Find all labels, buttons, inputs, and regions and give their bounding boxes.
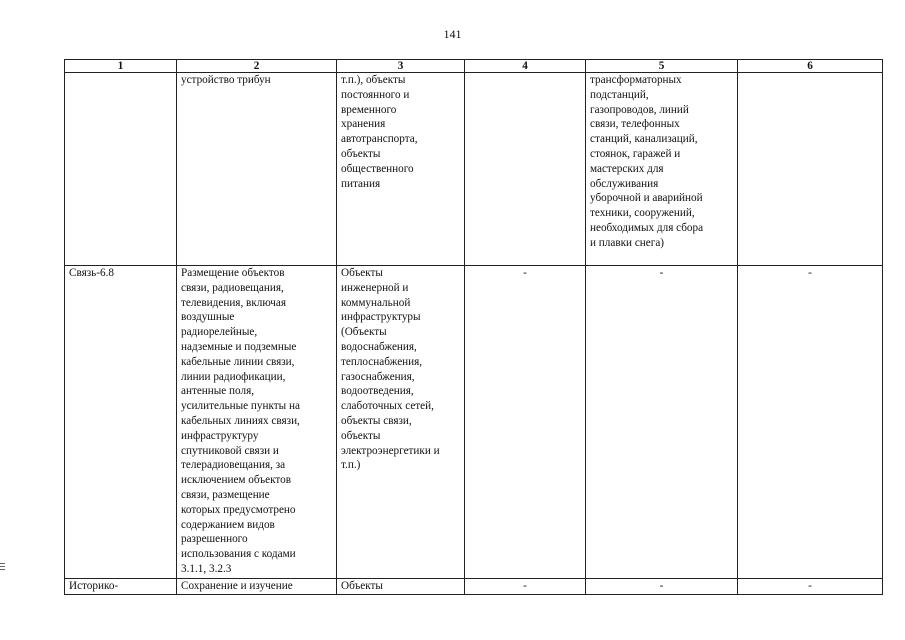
- page-number: 141: [443, 27, 462, 41]
- cell-text: т.п.), объекты постоянного и временного хранения автотранспорта, объекты общественного питания: [341, 74, 418, 190]
- table-cell: [65, 266, 177, 579]
- cell-text: -: [659, 580, 664, 592]
- table-cell: [465, 266, 586, 579]
- cell-text: устройство трибун: [181, 74, 271, 86]
- cell-text: -: [659, 267, 664, 279]
- margin-mark: [0, 563, 5, 564]
- column-header-4: 4: [465, 60, 586, 73]
- cell-text: Сохранение и изучение: [181, 580, 293, 592]
- scan-margin-marks: [0, 563, 6, 572]
- cell-text: Объекты: [341, 580, 383, 592]
- cell-text: -: [808, 267, 812, 279]
- margin-mark: [0, 566, 5, 567]
- table-cell: [738, 73, 883, 266]
- column-header-2: 2: [177, 60, 337, 73]
- cell-text: Историко-: [69, 580, 119, 592]
- table-cell: [465, 579, 586, 595]
- table-cell: [586, 579, 738, 595]
- column-header-5: 5: [586, 60, 738, 73]
- cell-text: Размещение объектов связи, радиовещания, телевидения, включая воздушные радиорелейные, надземные и подземные кабельные линии связи, линии радиофикации, антенные поля, усилительные пункты на кабельных линиях связи, инфраструктуру спутниковой связи и телерадиовещания, за исключением объектов связи, размещение которых предусмотрено содержанием видов разрешенного использования с кодами 3.1.1, 3.2.3: [181, 267, 300, 575]
- table-cell: [177, 73, 337, 266]
- table-cell: [738, 579, 883, 595]
- cell-text: Объекты инженерной и коммунальной инфраструктуры (Объекты водоснабжения, теплоснабжения, газоснабжения, водоотведения, слаботочных сетей, объекты связи, объекты электроэнергетики и т.п.): [341, 267, 440, 472]
- table-row: [65, 266, 883, 579]
- table-cell: [177, 579, 337, 595]
- cell-text: -: [523, 267, 527, 279]
- cell-text: Связь-6.8: [69, 267, 114, 279]
- cell-text: -: [808, 580, 812, 592]
- zoning-table: [64, 59, 883, 595]
- cell-text: трансформаторных подстанций, газопроводов, линий связи, телефонных станций, канализаций, стоянок, гаражей и мастерских для обслуживания уборочной и аварийной техники, сооружений, необходимых для сбора и плавки снега): [590, 74, 704, 249]
- table-cell: [586, 73, 738, 266]
- table-cell: [586, 266, 738, 579]
- column-header-1: 1: [65, 60, 177, 73]
- table-cell: [738, 266, 883, 579]
- column-header-6: 6: [738, 60, 883, 73]
- column-header-3: 3: [337, 60, 465, 73]
- table-header-row: [65, 60, 883, 73]
- table-cell: [337, 73, 465, 266]
- table-cell: [65, 579, 177, 595]
- cell-text: -: [523, 580, 527, 592]
- table-cell: [177, 266, 337, 579]
- table-cell: [337, 579, 465, 595]
- table-cell: [65, 73, 177, 266]
- table-cell: [465, 73, 586, 266]
- table-row: [65, 579, 883, 595]
- table-row: [65, 73, 883, 266]
- margin-mark: [0, 569, 5, 570]
- table-cell: [337, 266, 465, 579]
